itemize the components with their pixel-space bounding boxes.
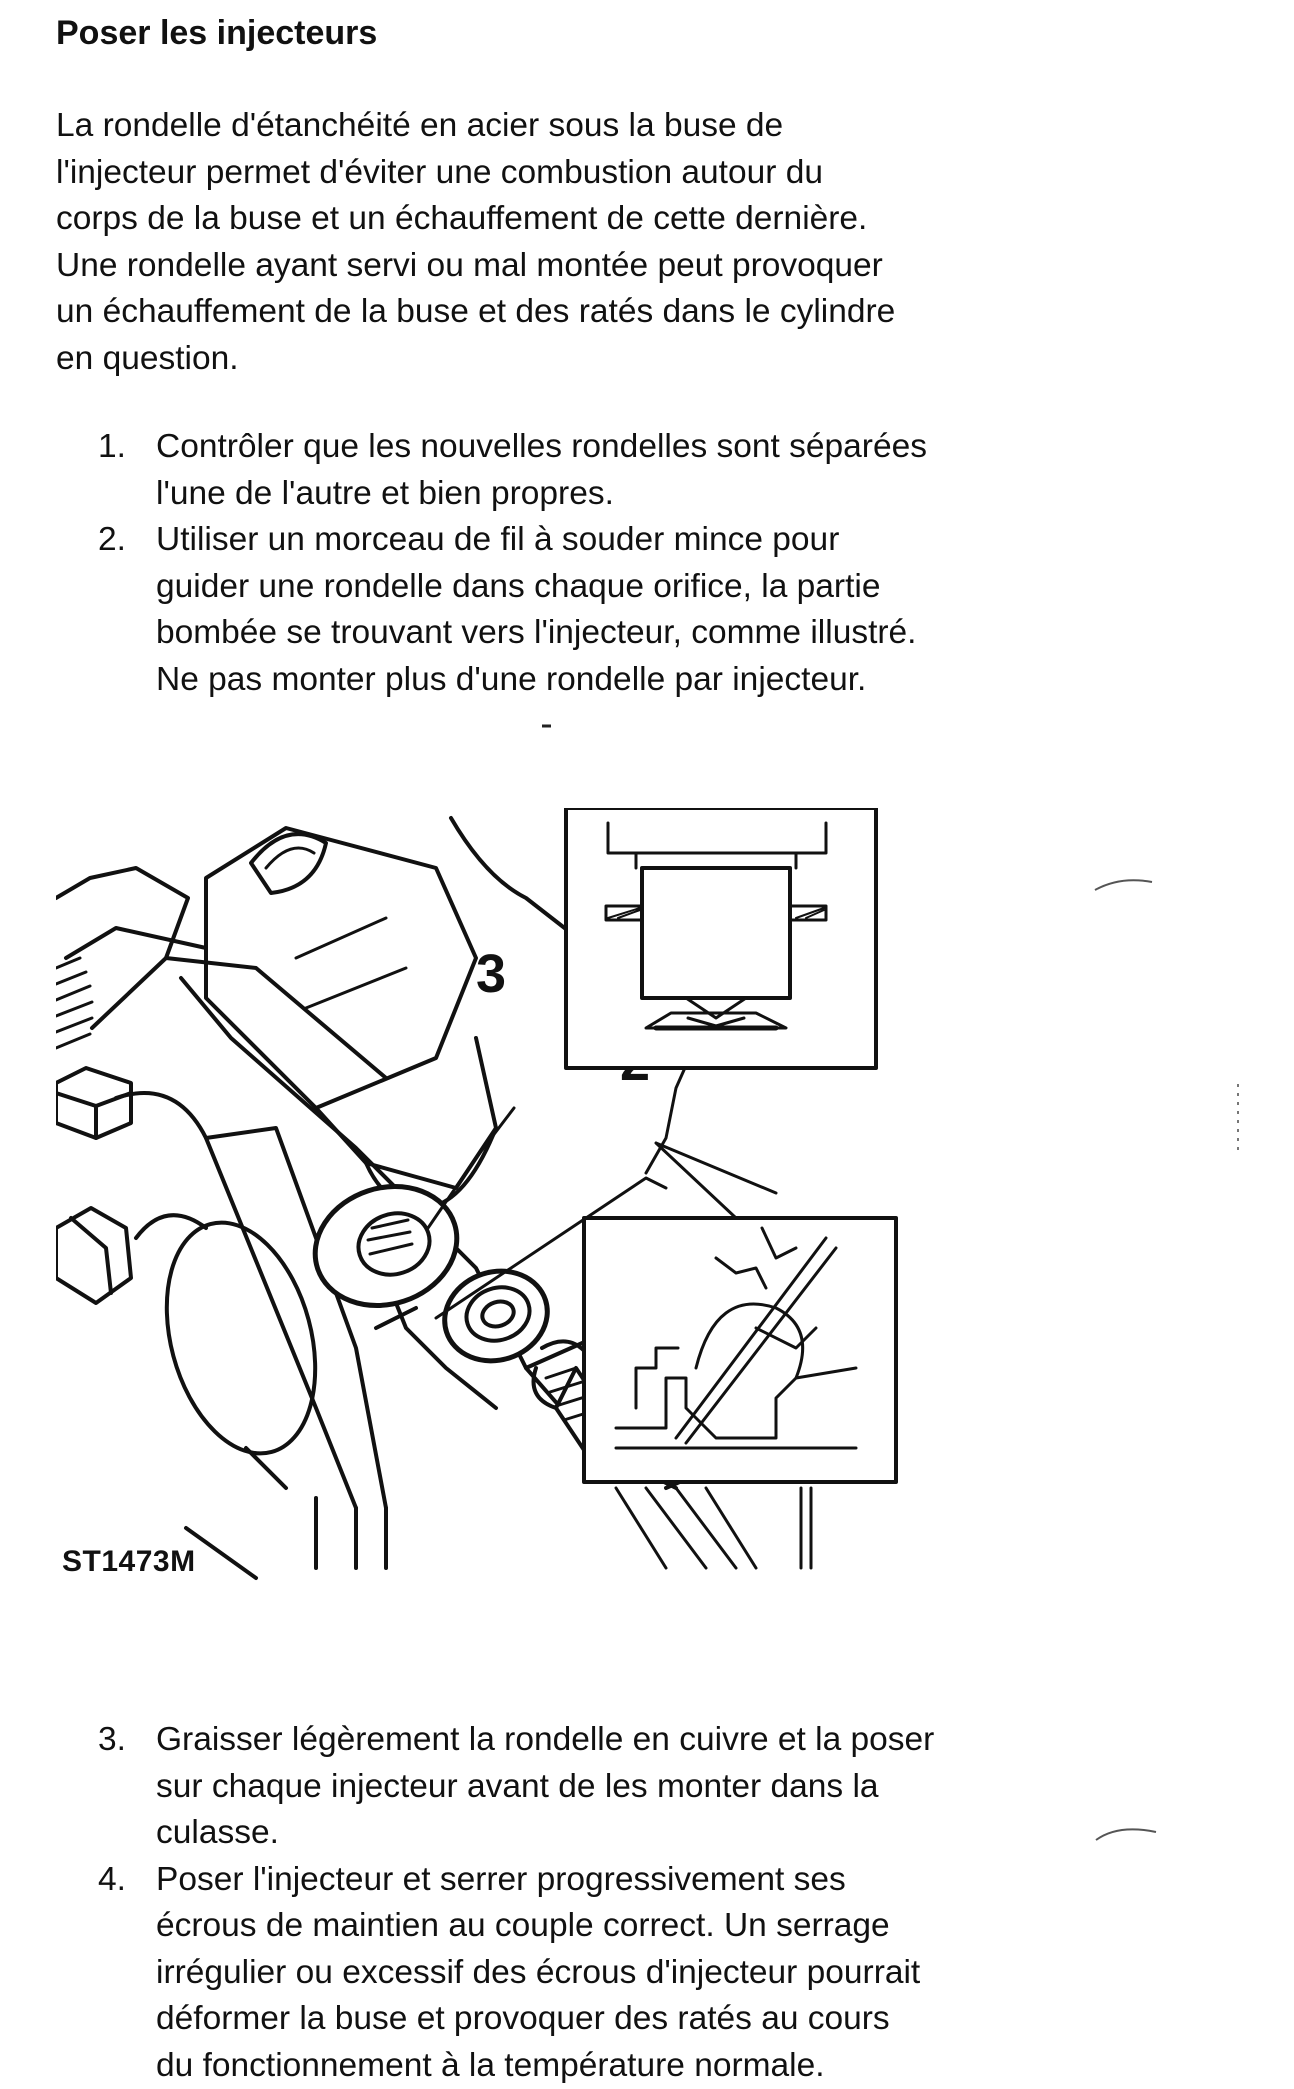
step-line: écrous de maintien au couple correct. Un serrage bbox=[156, 1903, 1100, 1950]
intro-line: Une rondelle ayant servi ou mal montée peut provoquer bbox=[56, 243, 1116, 290]
base-hatching bbox=[616, 1488, 811, 1568]
step-line: guider une rondelle dans chaque orifice, la partie bbox=[156, 564, 1100, 611]
figure-code: ST1473M bbox=[62, 1544, 196, 1580]
intro-paragraph bbox=[56, 103, 1116, 382]
step-line: l'une de l'autre et bien propres. bbox=[156, 471, 1100, 518]
bracket-edge bbox=[66, 928, 206, 958]
steps-list-first bbox=[0, 424, 1100, 703]
steps-list-second bbox=[0, 1717, 1100, 2089]
step-item bbox=[0, 1717, 1100, 1857]
washer-large bbox=[300, 1169, 473, 1324]
margin-mark bbox=[1233, 1080, 1243, 1160]
step-number: 3. bbox=[98, 1717, 126, 1764]
callout-3: 3 bbox=[476, 944, 506, 1004]
inset-bottom bbox=[584, 1218, 896, 1482]
step-line: sur chaque injecteur avant de les monter dans la bbox=[156, 1764, 1100, 1811]
step-number: 1. bbox=[98, 424, 126, 471]
step-line: Utiliser un morceau de fil à souder mince pour bbox=[156, 517, 1100, 564]
step-number: 4. bbox=[98, 1857, 126, 1904]
step-line: Graisser légèrement la rondelle en cuivre et la poser bbox=[156, 1717, 1100, 1764]
intro-line: La rondelle d'étanchéité en acier sous la buse de bbox=[56, 103, 1116, 150]
injector-body bbox=[206, 828, 496, 1214]
hex-nut bbox=[56, 1068, 131, 1138]
intro-line: l'injecteur permet d'éviter une combustion autour du bbox=[56, 150, 1116, 197]
inset-top bbox=[566, 808, 876, 1068]
thread-hatching bbox=[56, 958, 92, 1048]
step-line: irrégulier ou excessif des écrous d'injecteur pourrait bbox=[156, 1950, 1100, 1997]
step-line: déformer la buse et provoquer des ratés au cours bbox=[156, 1996, 1100, 2043]
intro-line: un échauffement de la buse et des ratés dans le cylindre bbox=[56, 289, 1116, 336]
print-speck bbox=[540, 722, 554, 730]
step-line: Poser l'injecteur et serrer progressivement ses bbox=[156, 1857, 1100, 1904]
injector-illustration bbox=[56, 808, 1096, 1588]
step-line: Ne pas monter plus d'une rondelle par injecteur. bbox=[156, 657, 1100, 704]
step-item bbox=[0, 1857, 1100, 2089]
step-number: 2. bbox=[98, 517, 126, 564]
stud-outline bbox=[136, 1215, 206, 1238]
section-title: Poser les injecteurs bbox=[56, 10, 377, 56]
leader-2-right bbox=[656, 1143, 776, 1218]
step-item bbox=[0, 517, 1100, 703]
intro-line: corps de la buse et un échauffement de cette dernière. bbox=[56, 196, 1116, 243]
port-opening bbox=[143, 1206, 339, 1470]
step-line: du fonctionnement à la température normale. bbox=[156, 2043, 1100, 2089]
hex-nut bbox=[56, 1208, 131, 1303]
bracket-outline bbox=[56, 868, 188, 1028]
margin-mark bbox=[1092, 1818, 1162, 1848]
intro-line: en question. bbox=[56, 336, 1116, 383]
step-line: bombée se trouvant vers l'injecteur, comme illustré. bbox=[156, 610, 1100, 657]
washer-small bbox=[433, 1258, 559, 1374]
step-line: culasse. bbox=[156, 1810, 1100, 1857]
step-line: Contrôler que les nouvelles rondelles sont séparées bbox=[156, 424, 1100, 471]
step-item bbox=[0, 424, 1100, 517]
margin-mark bbox=[1090, 868, 1160, 898]
